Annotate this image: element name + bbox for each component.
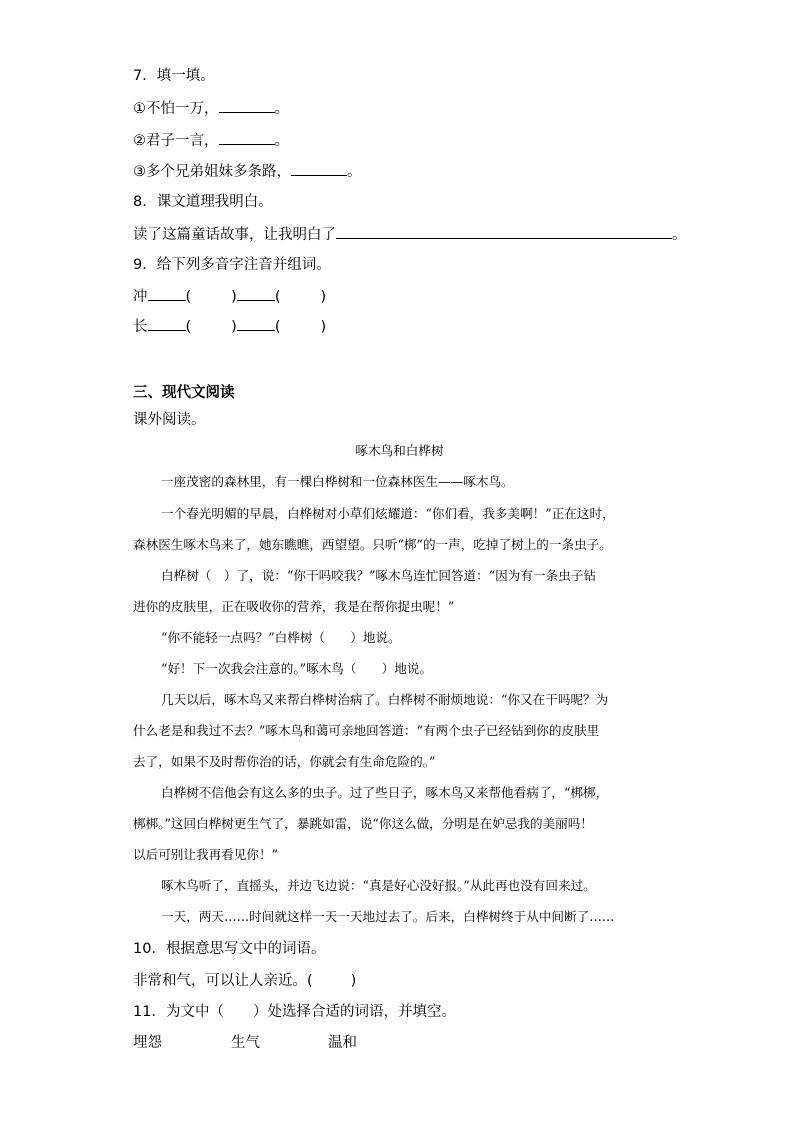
q9-title: 9．给下列多音字注音并组词。 bbox=[133, 257, 331, 273]
answer-blank[interactable] bbox=[148, 286, 186, 301]
item-end: 。 bbox=[347, 164, 362, 180]
item-number: ② bbox=[133, 133, 146, 149]
item-text: 多个兄弟姐妹多条路， bbox=[146, 164, 291, 180]
answer-blank[interactable] bbox=[219, 130, 275, 145]
answer-blank[interactable] bbox=[219, 98, 275, 113]
article-line: 梆梆。”这回白桦树更生气了，暴跳如雷，说“你这么做，分明是在妒忌我的美丽吗！ bbox=[133, 816, 593, 831]
item-end: 。 bbox=[274, 101, 289, 117]
item-text: 君子一言， bbox=[146, 133, 219, 149]
q8-prompt-line bbox=[133, 224, 687, 245]
paren-close: ) bbox=[320, 289, 327, 305]
q11-title: 11．为文中（ ）处选择合适的词语，并填空。 bbox=[133, 1004, 456, 1020]
q8-end: 。 bbox=[672, 227, 687, 243]
q10-prompt: 非常和气，可以让人亲近。( bbox=[133, 973, 313, 989]
article-title: 啄木鸟和白桦树 bbox=[355, 443, 444, 458]
q7-item-1 bbox=[133, 98, 289, 119]
article-line: 以后可别让我再看见你！” bbox=[133, 847, 278, 862]
answer-blank[interactable] bbox=[291, 161, 347, 176]
answer-blank[interactable] bbox=[237, 286, 275, 301]
section-subtitle: 课外阅读。 bbox=[133, 412, 206, 428]
q7-item-2 bbox=[133, 130, 289, 151]
item-number: ③ bbox=[133, 164, 146, 180]
paren-close: ) bbox=[231, 289, 237, 305]
paren-open: ( bbox=[274, 319, 281, 335]
q9-row-2 bbox=[133, 316, 326, 337]
article-line: “你不能轻一点吗？”白桦树（ ）地说。 bbox=[161, 630, 401, 645]
section-title: 三、现代文阅读 bbox=[133, 385, 235, 401]
q7-item-3 bbox=[133, 161, 362, 182]
polyphone-char: 长 bbox=[133, 319, 148, 335]
article-line: 白桦树不信他会有这么多的虫子。过了些日子，啄木鸟又来帮他看病了，“梆梆， bbox=[161, 785, 609, 800]
item-text: 不怕一万， bbox=[146, 101, 219, 117]
q8-title: 8．课文道理我明白。 bbox=[133, 194, 273, 210]
paren-open: ( bbox=[185, 319, 192, 335]
answer-blank[interactable] bbox=[148, 316, 186, 331]
q11-option: 生气 bbox=[231, 1035, 260, 1051]
q11-option: 埋怨 bbox=[133, 1035, 162, 1051]
item-number: ① bbox=[133, 101, 146, 117]
q8-prompt: 读了这篇童话故事，让我明白了 bbox=[133, 227, 336, 243]
q7-title: 7．填一填。 bbox=[133, 68, 215, 84]
article-line: “好！下一次我会注意的。”啄木鸟（ ）地说。 bbox=[161, 661, 433, 676]
q10-close: ) bbox=[350, 973, 357, 989]
paren-open: ( bbox=[185, 289, 192, 305]
article-line: 白桦树（ ）了，说：“你干吗咬我？”啄木鸟连忙回答道：“因为有一条虫子钻 bbox=[161, 568, 596, 583]
paren-close: ) bbox=[231, 319, 237, 335]
article-line: 进你的皮肤里，正在吸收你的营养，我是在帮你捉虫呢！” bbox=[133, 599, 455, 614]
article-line: 啄木鸟听了，直摇头，并边飞边说：“真是好心没好报。”从此再也没有回来过。 bbox=[161, 878, 596, 893]
polyphone-char: 冲 bbox=[133, 289, 148, 305]
article-line: 森林医生啄木鸟来了，她东瞧瞧，西望望。只听“梆”的一声，吃掉了树上的一条虫子。 bbox=[133, 537, 612, 552]
q10-prompt-line bbox=[133, 971, 356, 991]
article-line: 一天，两天……时间就这样一天一天地过去了。后来，白桦树终于从中间断了…… bbox=[161, 909, 615, 924]
answer-blank[interactable] bbox=[237, 316, 275, 331]
q9-row-1 bbox=[133, 286, 326, 307]
article-paragraph-1: 一座茂密的森林里，有一棵白桦树和一位森林医生——啄木鸟。 bbox=[161, 474, 514, 489]
article-line: 什么老是和我过不去？”啄木鸟和蔼可亲地回答道：“有两个虫子已经钻到你的皮肤里 bbox=[133, 723, 600, 738]
article-line: 去了，如果不及时帮你治的话，你就会有生命危险的。” bbox=[133, 754, 436, 769]
paren-open: ( bbox=[274, 289, 281, 305]
q11-option: 温和 bbox=[328, 1035, 357, 1051]
paren-close: ) bbox=[320, 319, 327, 335]
article-line: 几天以后，啄木鸟又来帮白桦树治病了。白桦树不耐烦地说：“你又在干吗呢？为 bbox=[161, 692, 609, 707]
q10-title: 10．根据意思写文中的词语。 bbox=[133, 941, 326, 957]
article-line: 一个春光明媚的早晨，白桦树对小草们炫耀道：“你们看，我多美啊！”正在这时， bbox=[161, 506, 615, 521]
item-end: 。 bbox=[274, 133, 289, 149]
answer-blank[interactable] bbox=[336, 224, 672, 239]
